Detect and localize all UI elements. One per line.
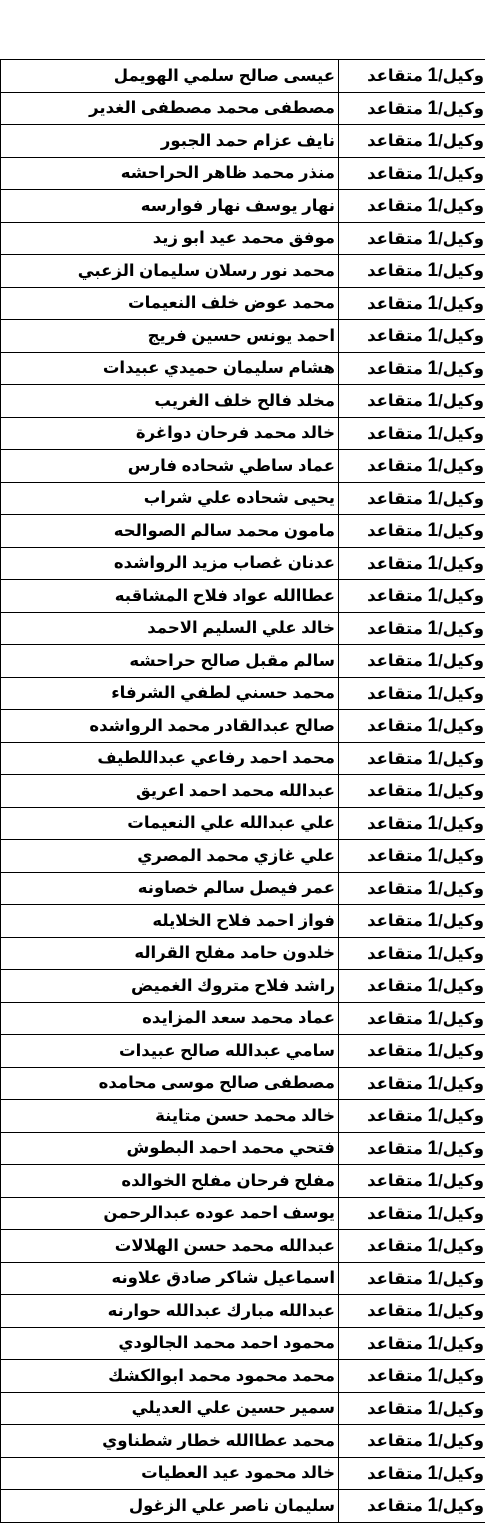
rank-number: 1 bbox=[428, 748, 439, 769]
name-cell: نايف عزام حمد الجبور bbox=[1, 125, 339, 158]
rank-cell bbox=[339, 190, 485, 223]
rank-prefix: وكيل/ bbox=[438, 1497, 484, 1515]
rank-prefix: وكيل/ bbox=[438, 165, 484, 183]
rank-number: 1 bbox=[428, 910, 439, 931]
rank-prefix: وكيل/ bbox=[438, 782, 484, 800]
rank-suffix: متقاعد bbox=[367, 977, 427, 995]
rank-cell bbox=[339, 937, 485, 970]
rank-suffix: متقاعد bbox=[367, 1172, 427, 1190]
rank-cell bbox=[339, 547, 485, 580]
rank-number: 1 bbox=[428, 1365, 439, 1386]
rank-number: 1 bbox=[428, 975, 439, 996]
table-row bbox=[1, 60, 485, 93]
rank-prefix: وكيل/ bbox=[438, 1010, 484, 1028]
rank-number: 1 bbox=[428, 1333, 439, 1354]
rank-number: 1 bbox=[428, 98, 439, 119]
name-cell: احمد يونس حسين فريج bbox=[1, 320, 339, 353]
rank-suffix: متقاعد bbox=[367, 847, 427, 865]
rank-prefix: وكيل/ bbox=[438, 100, 484, 118]
rank-prefix: وكيل/ bbox=[438, 425, 484, 443]
name-cell: محمد نور رسلان سليمان الزعبي bbox=[1, 255, 339, 288]
rank-number: 1 bbox=[428, 228, 439, 249]
rank-number: 1 bbox=[428, 780, 439, 801]
table-row bbox=[1, 320, 485, 353]
rank-cell bbox=[339, 125, 485, 158]
table-row bbox=[1, 1425, 485, 1458]
rank-suffix: متقاعد bbox=[367, 327, 427, 345]
rank-cell bbox=[339, 385, 485, 418]
rank-prefix: وكيل/ bbox=[438, 1367, 484, 1385]
name-cell: سليمان ناصر علي الزغول bbox=[1, 1490, 339, 1523]
name-cell: عبدالله محمد احمد اعريق bbox=[1, 775, 339, 808]
name-cell: مصطفى محمد مصطفى الغدير bbox=[1, 92, 339, 125]
personnel-table-body bbox=[1, 60, 485, 1523]
rank-cell bbox=[339, 417, 485, 450]
name-cell: مفلح فرحان مفلح الخوالده bbox=[1, 1165, 339, 1198]
rank-prefix: وكيل/ bbox=[438, 1270, 484, 1288]
rank-suffix: متقاعد bbox=[367, 652, 427, 670]
rank-cell bbox=[339, 807, 485, 840]
table-row bbox=[1, 547, 485, 580]
name-cell: خالد محمود عيد العطيات bbox=[1, 1457, 339, 1490]
name-cell: محمد حسني لطفي الشرفاء bbox=[1, 677, 339, 710]
rank-prefix: وكيل/ bbox=[438, 1042, 484, 1060]
rank-cell bbox=[339, 352, 485, 385]
rank-suffix: متقاعد bbox=[367, 100, 427, 118]
table-row bbox=[1, 482, 485, 515]
rank-suffix: متقاعد bbox=[367, 1400, 427, 1418]
name-cell: محمود احمد محمد الجالودي bbox=[1, 1327, 339, 1360]
rank-number: 1 bbox=[428, 260, 439, 281]
rank-suffix: متقاعد bbox=[367, 1075, 427, 1093]
rank-prefix: وكيل/ bbox=[438, 555, 484, 573]
rank-prefix: وكيل/ bbox=[438, 815, 484, 833]
rank-cell bbox=[339, 1100, 485, 1133]
rank-cell bbox=[339, 255, 485, 288]
rank-cell bbox=[339, 905, 485, 938]
table-row bbox=[1, 710, 485, 743]
table-row bbox=[1, 905, 485, 938]
table-row bbox=[1, 677, 485, 710]
rank-prefix: وكيل/ bbox=[438, 717, 484, 735]
rank-number: 1 bbox=[428, 1268, 439, 1289]
table-row bbox=[1, 157, 485, 190]
rank-suffix: متقاعد bbox=[367, 620, 427, 638]
name-cell: محمد احمد رفاعي عبداللطيف bbox=[1, 742, 339, 775]
rank-cell bbox=[339, 60, 485, 93]
rank-number: 1 bbox=[428, 1105, 439, 1126]
rank-cell bbox=[339, 450, 485, 483]
rank-cell bbox=[339, 1197, 485, 1230]
rank-suffix: متقاعد bbox=[367, 587, 427, 605]
rank-suffix: متقاعد bbox=[367, 425, 427, 443]
table-row bbox=[1, 645, 485, 678]
rank-number: 1 bbox=[428, 683, 439, 704]
rank-cell bbox=[339, 1392, 485, 1425]
rank-number: 1 bbox=[428, 1073, 439, 1094]
table-row bbox=[1, 190, 485, 223]
name-cell: عبدالله محمد حسن الهلالات bbox=[1, 1230, 339, 1263]
rank-prefix: وكيل/ bbox=[438, 230, 484, 248]
rank-number: 1 bbox=[428, 878, 439, 899]
rank-suffix: متقاعد bbox=[367, 262, 427, 280]
rank-number: 1 bbox=[428, 845, 439, 866]
rank-cell bbox=[339, 970, 485, 1003]
table-row bbox=[1, 937, 485, 970]
table-row bbox=[1, 1132, 485, 1165]
rank-suffix: متقاعد bbox=[367, 1010, 427, 1028]
rank-prefix: وكيل/ bbox=[438, 1465, 484, 1483]
name-cell: فواز احمد فلاح الخلايله bbox=[1, 905, 339, 938]
name-cell: عماد ساطي شحاده فارس bbox=[1, 450, 339, 483]
name-cell: خالد محمد حسن متاينة bbox=[1, 1100, 339, 1133]
rank-number: 1 bbox=[428, 325, 439, 346]
rank-cell bbox=[339, 1002, 485, 1035]
rank-prefix: وكيل/ bbox=[438, 1107, 484, 1125]
table-row bbox=[1, 807, 485, 840]
rank-cell bbox=[339, 1457, 485, 1490]
table-row bbox=[1, 1197, 485, 1230]
name-cell: خالد محمد فرحان دواغرة bbox=[1, 417, 339, 450]
rank-suffix: متقاعد bbox=[367, 490, 427, 508]
rank-suffix: متقاعد bbox=[367, 295, 427, 313]
name-cell: منذر محمد ظاهر الحراحشه bbox=[1, 157, 339, 190]
rank-number: 1 bbox=[428, 1430, 439, 1451]
table-row bbox=[1, 385, 485, 418]
rank-number: 1 bbox=[428, 1138, 439, 1159]
rank-number: 1 bbox=[428, 455, 439, 476]
rank-number: 1 bbox=[428, 1495, 439, 1516]
name-cell: عطاالله عواد فلاح المشاقبه bbox=[1, 580, 339, 613]
rank-cell bbox=[339, 1327, 485, 1360]
table-row bbox=[1, 92, 485, 125]
rank-cell bbox=[339, 742, 485, 775]
rank-cell bbox=[339, 1262, 485, 1295]
rank-suffix: متقاعد bbox=[367, 815, 427, 833]
rank-cell bbox=[339, 677, 485, 710]
rank-number: 1 bbox=[428, 520, 439, 541]
rank-suffix: متقاعد bbox=[367, 1335, 427, 1353]
rank-suffix: متقاعد bbox=[367, 197, 427, 215]
rank-number: 1 bbox=[428, 650, 439, 671]
rank-prefix: وكيل/ bbox=[438, 197, 484, 215]
rank-suffix: متقاعد bbox=[367, 750, 427, 768]
rank-cell bbox=[339, 1067, 485, 1100]
rank-number: 1 bbox=[428, 358, 439, 379]
rank-prefix: وكيل/ bbox=[438, 912, 484, 930]
rank-suffix: متقاعد bbox=[367, 360, 427, 378]
rank-prefix: وكيل/ bbox=[438, 295, 484, 313]
rank-cell bbox=[339, 1360, 485, 1393]
table-row bbox=[1, 1490, 485, 1523]
rank-cell bbox=[339, 1230, 485, 1263]
name-cell: عماد محمد سعد المزايده bbox=[1, 1002, 339, 1035]
rank-prefix: وكيل/ bbox=[438, 880, 484, 898]
table-row bbox=[1, 612, 485, 645]
table-row bbox=[1, 580, 485, 613]
rank-cell bbox=[339, 1490, 485, 1523]
name-cell: فتحي محمد احمد البطوش bbox=[1, 1132, 339, 1165]
rank-number: 1 bbox=[428, 553, 439, 574]
name-cell: موفق محمد عيد ابو زيد bbox=[1, 222, 339, 255]
table-row bbox=[1, 1230, 485, 1263]
rank-number: 1 bbox=[428, 423, 439, 444]
name-cell: محمد عطاالله خطار شطناوي bbox=[1, 1425, 339, 1458]
rank-number: 1 bbox=[428, 130, 439, 151]
rank-suffix: متقاعد bbox=[367, 1205, 427, 1223]
rank-number: 1 bbox=[428, 65, 439, 86]
rank-prefix: وكيل/ bbox=[438, 1237, 484, 1255]
name-cell: صالح عبدالقادر محمد الرواشده bbox=[1, 710, 339, 743]
rank-prefix: وكيل/ bbox=[438, 945, 484, 963]
rank-prefix: وكيل/ bbox=[438, 327, 484, 345]
rank-prefix: وكيل/ bbox=[438, 132, 484, 150]
rank-prefix: وكيل/ bbox=[438, 652, 484, 670]
table-row bbox=[1, 1360, 485, 1393]
rank-prefix: وكيل/ bbox=[438, 620, 484, 638]
rank-cell bbox=[339, 1425, 485, 1458]
rank-number: 1 bbox=[428, 163, 439, 184]
rank-prefix: وكيل/ bbox=[438, 522, 484, 540]
rank-suffix: متقاعد bbox=[367, 1497, 427, 1515]
name-cell: عدنان غصاب مزيد الرواشده bbox=[1, 547, 339, 580]
personnel-table bbox=[0, 59, 485, 1523]
rank-cell bbox=[339, 515, 485, 548]
rank-suffix: متقاعد bbox=[367, 165, 427, 183]
rank-cell bbox=[339, 157, 485, 190]
rank-cell bbox=[339, 222, 485, 255]
rank-cell bbox=[339, 1132, 485, 1165]
rank-suffix: متقاعد bbox=[367, 717, 427, 735]
rank-cell bbox=[339, 1035, 485, 1068]
name-cell: نهار يوسف نهار فوارسه bbox=[1, 190, 339, 223]
rank-suffix: متقاعد bbox=[367, 1107, 427, 1125]
name-cell: سالم مقبل صالح حراحشه bbox=[1, 645, 339, 678]
name-cell: سمير حسين علي العديلي bbox=[1, 1392, 339, 1425]
table-row bbox=[1, 1002, 485, 1035]
table-row bbox=[1, 872, 485, 905]
table-row bbox=[1, 840, 485, 873]
name-cell: خلدون حامد مفلح القراله bbox=[1, 937, 339, 970]
rank-suffix: متقاعد bbox=[367, 522, 427, 540]
table-row bbox=[1, 1457, 485, 1490]
table-row bbox=[1, 417, 485, 450]
rank-prefix: وكيل/ bbox=[438, 457, 484, 475]
rank-cell bbox=[339, 1165, 485, 1198]
rank-suffix: متقاعد bbox=[367, 132, 427, 150]
rank-suffix: متقاعد bbox=[367, 1367, 427, 1385]
table-row bbox=[1, 970, 485, 1003]
table-row bbox=[1, 1035, 485, 1068]
name-cell: سامي عبدالله صالح عبيدات bbox=[1, 1035, 339, 1068]
rank-suffix: متقاعد bbox=[367, 945, 427, 963]
table-row bbox=[1, 1165, 485, 1198]
name-cell: يحيى شحاده علي شراب bbox=[1, 482, 339, 515]
name-cell: اسماعيل شاكر صادق علاونه bbox=[1, 1262, 339, 1295]
rank-number: 1 bbox=[428, 1203, 439, 1224]
rank-number: 1 bbox=[428, 1040, 439, 1061]
rank-suffix: متقاعد bbox=[367, 1140, 427, 1158]
rank-suffix: متقاعد bbox=[367, 1302, 427, 1320]
rank-suffix: متقاعد bbox=[367, 230, 427, 248]
rank-prefix: وكيل/ bbox=[438, 1205, 484, 1223]
name-cell: عمر فيصل سالم خصاونه bbox=[1, 872, 339, 905]
rank-cell bbox=[339, 1295, 485, 1328]
rank-prefix: وكيل/ bbox=[438, 587, 484, 605]
name-cell: محمد عوض خلف النعيمات bbox=[1, 287, 339, 320]
table-row bbox=[1, 352, 485, 385]
table-row bbox=[1, 125, 485, 158]
rank-prefix: وكيل/ bbox=[438, 1335, 484, 1353]
rank-prefix: وكيل/ bbox=[438, 262, 484, 280]
rank-suffix: متقاعد bbox=[367, 685, 427, 703]
rank-suffix: متقاعد bbox=[367, 880, 427, 898]
rank-suffix: متقاعد bbox=[367, 457, 427, 475]
rank-cell bbox=[339, 872, 485, 905]
table-row bbox=[1, 1100, 485, 1133]
rank-prefix: وكيل/ bbox=[438, 490, 484, 508]
rank-prefix: وكيل/ bbox=[438, 750, 484, 768]
rank-cell bbox=[339, 645, 485, 678]
rank-number: 1 bbox=[428, 1300, 439, 1321]
rank-prefix: وكيل/ bbox=[438, 1075, 484, 1093]
name-cell: عبدالله مبارك عبدالله حوارنه bbox=[1, 1295, 339, 1328]
rank-prefix: وكيل/ bbox=[438, 1140, 484, 1158]
name-cell: عيسى صالح سلمي الهويمل bbox=[1, 60, 339, 93]
rank-number: 1 bbox=[428, 585, 439, 606]
rank-cell bbox=[339, 840, 485, 873]
rank-number: 1 bbox=[428, 715, 439, 736]
table-row bbox=[1, 775, 485, 808]
rank-prefix: وكيل/ bbox=[438, 685, 484, 703]
rank-suffix: متقاعد bbox=[367, 555, 427, 573]
rank-cell bbox=[339, 287, 485, 320]
name-cell: هشام سليمان حميدي عبيدات bbox=[1, 352, 339, 385]
rank-number: 1 bbox=[428, 618, 439, 639]
table-row bbox=[1, 742, 485, 775]
name-cell: مامون محمد سالم الصوالحه bbox=[1, 515, 339, 548]
name-cell: يوسف احمد عوده عبدالرحمن bbox=[1, 1197, 339, 1230]
rank-cell bbox=[339, 482, 485, 515]
rank-prefix: وكيل/ bbox=[438, 392, 484, 410]
rank-number: 1 bbox=[428, 943, 439, 964]
rank-number: 1 bbox=[428, 1235, 439, 1256]
table-row bbox=[1, 1327, 485, 1360]
rank-suffix: متقاعد bbox=[367, 782, 427, 800]
rank-cell bbox=[339, 612, 485, 645]
table-row bbox=[1, 1067, 485, 1100]
rank-number: 1 bbox=[428, 1398, 439, 1419]
name-cell: راشد فلاح متروك الغميض bbox=[1, 970, 339, 1003]
rank-cell bbox=[339, 92, 485, 125]
rank-suffix: متقاعد bbox=[367, 1270, 427, 1288]
rank-prefix: وكيل/ bbox=[438, 1302, 484, 1320]
table-row bbox=[1, 287, 485, 320]
name-cell: مصطفى صالح موسى محامده bbox=[1, 1067, 339, 1100]
rank-number: 1 bbox=[428, 293, 439, 314]
name-cell: خالد علي السليم الاحمد bbox=[1, 612, 339, 645]
rank-prefix: وكيل/ bbox=[438, 1400, 484, 1418]
rank-cell bbox=[339, 710, 485, 743]
table-row bbox=[1, 222, 485, 255]
rank-cell bbox=[339, 775, 485, 808]
rank-number: 1 bbox=[428, 1008, 439, 1029]
table-row bbox=[1, 255, 485, 288]
rank-prefix: وكيل/ bbox=[438, 1172, 484, 1190]
rank-prefix: وكيل/ bbox=[438, 1432, 484, 1450]
rank-suffix: متقاعد bbox=[367, 1465, 427, 1483]
rank-number: 1 bbox=[428, 195, 439, 216]
rank-number: 1 bbox=[428, 1170, 439, 1191]
rank-prefix: وكيل/ bbox=[438, 67, 484, 85]
table-row bbox=[1, 515, 485, 548]
rank-number: 1 bbox=[428, 813, 439, 834]
name-cell: علي عبدالله علي النعيمات bbox=[1, 807, 339, 840]
rank-prefix: وكيل/ bbox=[438, 977, 484, 995]
rank-suffix: متقاعد bbox=[367, 392, 427, 410]
rank-suffix: متقاعد bbox=[367, 912, 427, 930]
table-row bbox=[1, 1295, 485, 1328]
table-row bbox=[1, 1262, 485, 1295]
rank-suffix: متقاعد bbox=[367, 1237, 427, 1255]
table-row bbox=[1, 450, 485, 483]
rank-number: 1 bbox=[428, 1463, 439, 1484]
rank-suffix: متقاعد bbox=[367, 67, 427, 85]
name-cell: علي غازي محمد المصري bbox=[1, 840, 339, 873]
name-cell: مخلد فالح خلف الغريب bbox=[1, 385, 339, 418]
rank-prefix: وكيل/ bbox=[438, 360, 484, 378]
rank-number: 1 bbox=[428, 390, 439, 411]
rank-cell bbox=[339, 320, 485, 353]
rank-number: 1 bbox=[428, 488, 439, 509]
roster-sheet bbox=[0, 59, 485, 1523]
rank-suffix: متقاعد bbox=[367, 1432, 427, 1450]
name-cell: محمد محمود محمد ابوالكشك bbox=[1, 1360, 339, 1393]
table-row bbox=[1, 1392, 485, 1425]
rank-cell bbox=[339, 580, 485, 613]
rank-prefix: وكيل/ bbox=[438, 847, 484, 865]
rank-suffix: متقاعد bbox=[367, 1042, 427, 1060]
